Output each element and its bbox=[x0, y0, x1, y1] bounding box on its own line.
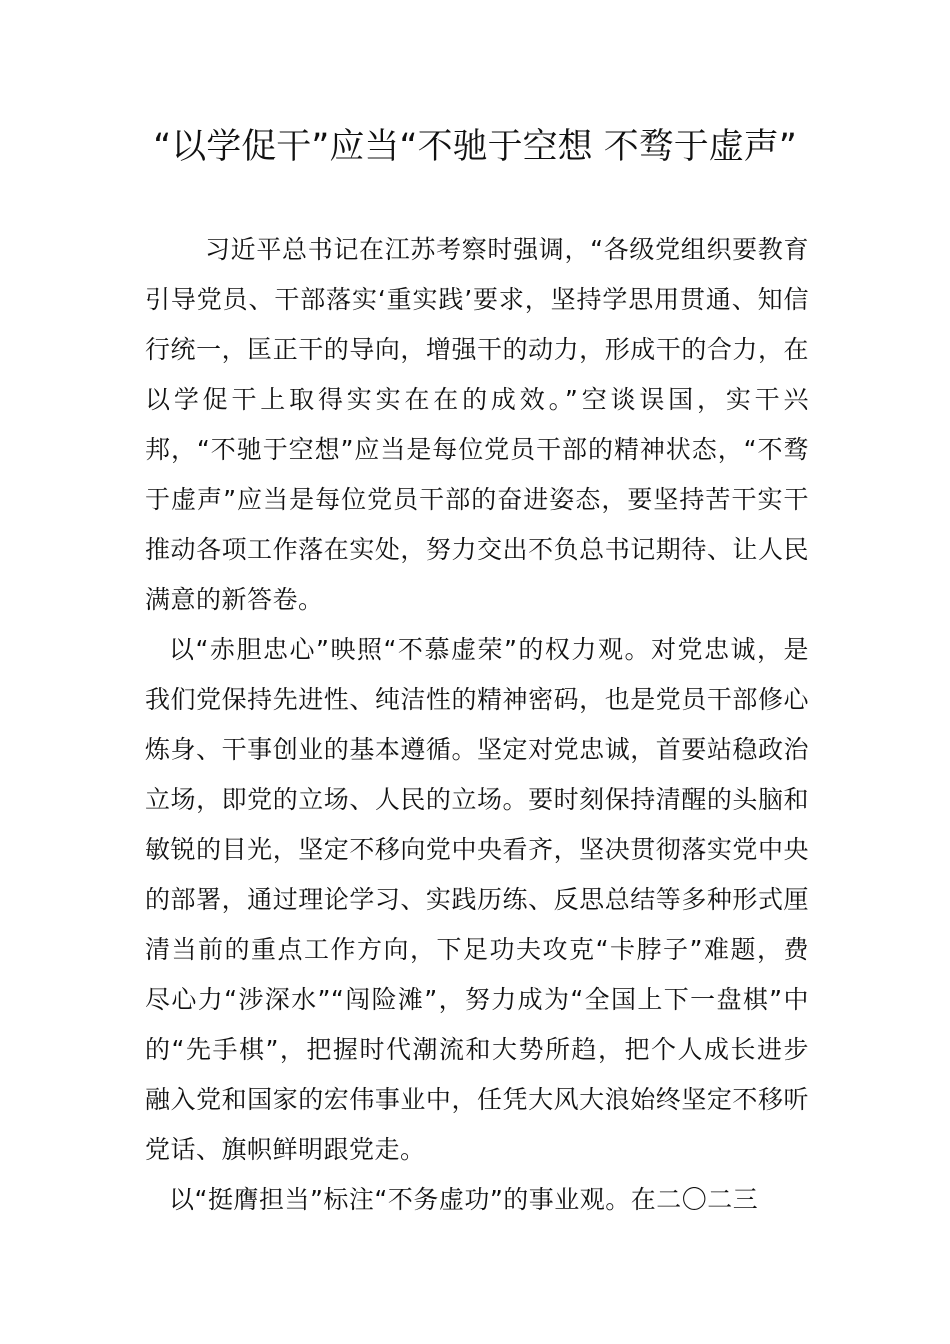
paragraph-loyalty: 以“赤胆忠心”映照“不慕虚荣”的权力观。对党忠诚，是我们党保持先进性、纯洁性的精神密码，也是党员干部修心炼身、干事创业的基本遵循。坚定对党忠诚，首要站稳政治立场，即党的立场、人民的立场。要时刻保持清醒的头脑和敏锐的目光，坚定不移向党中央看齐，坚决贯彻落实党中央的部署，通过理论学习、实践历练、反思总结等多种形式厘清当前的重点工作方向，下足功夫攻克“卡脖子”难题，费尽心力“涉深水”“闯险滩”，努力成为“全国上下一盘棋”中的“先手棋”，把握时代潮流和大势所趋，把个人成长进步融入党和国家的宏伟事业中，任凭大风大浪始终坚定不移听党话、旗帜鲜明跟党走。 bbox=[145, 635, 809, 1164]
article-body bbox=[145, 225, 809, 1225]
paragraph-responsibility: 以“挺膺担当”标注“不务虚功”的事业观。在二〇二三 bbox=[169, 1185, 759, 1214]
paragraph-intro: 习近平总书记在江苏考察时强调，“各级党组织要教育引导党员、干部落实‘重实践’要求，坚持学思用贯通、知信行统一，匡正干的导向，增强干的动力，形成干的合力，在以学促干上取得实实在在的成效。”空谈误国，实干兴邦，“不驰于空想”应当是每位党员干部的精神状态，“不骛于虚声”应当是每位党员干部的奋进姿态，要坚持苦干实干推动各项工作落在实处，努力交出不负总书记期待、让人民满意的新答卷。 bbox=[145, 235, 809, 614]
page-title: “以学促干”应当“不驰于空想 不骛于虚声” bbox=[153, 127, 797, 167]
